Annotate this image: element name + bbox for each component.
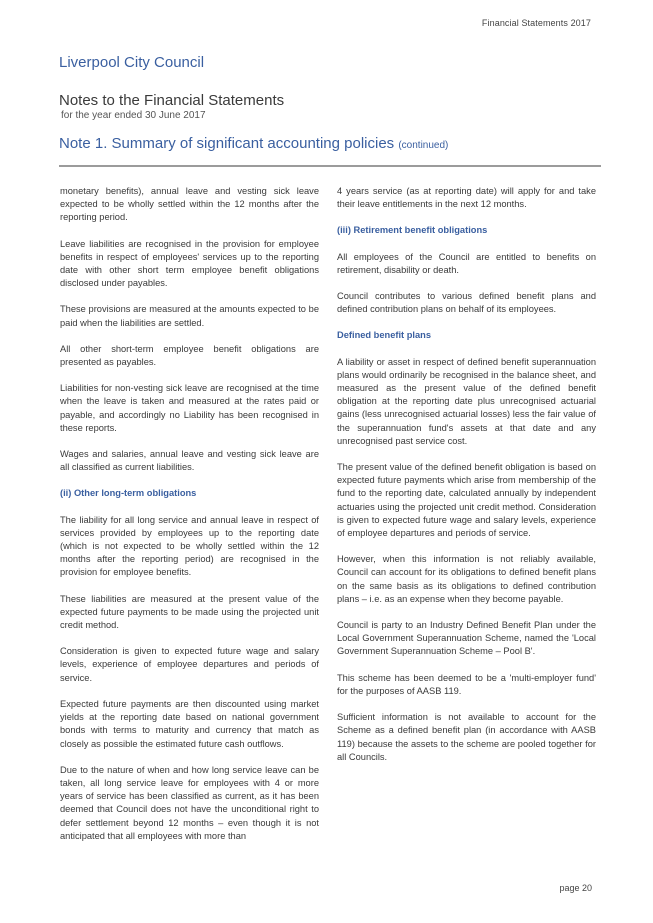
subheading-defined-benefit: Defined benefit plans bbox=[337, 330, 432, 341]
paragraph: The liability for all long service and annual leave in respect of services provided by employees up to the reporting date (which is not expected to be wholly settled within the 12 months after the reporting period) are recognised in the provision for employee benefits. bbox=[60, 514, 319, 578]
section-title: Notes to the Financial Statements bbox=[59, 92, 285, 109]
paragraph: Due to the nature of when and how long service leave can be taken, all long service leave for employees with 4 or more years of service has been classified as current, as it has been deemed that Council does not have the unconditional right to defer settlement beyond 12 months – even though it is not anticipated that all employees with more than bbox=[60, 764, 319, 841]
paragraph: All other short-term employee benefit obligations are presented as payables. bbox=[60, 343, 319, 368]
paragraph: All employees of the Council are entitled to benefits on retirement, disability or death. bbox=[337, 251, 596, 275]
page-number: page 20 bbox=[559, 883, 592, 893]
paragraph: Liabilities for non-vesting sick leave are recognised at the time when the leave is taken and measured at the rates paid or payable, and accordingly no Liability has been recognised in these reports. bbox=[60, 383, 319, 433]
subheading-retirement-benefit: (iii) Retirement benefit obligations bbox=[337, 225, 488, 236]
paragraph: These provisions are measured at the amounts expected to be paid when the liabilities are settled. bbox=[60, 304, 319, 328]
note-continued: (continued) bbox=[398, 140, 449, 151]
paragraph: Wages and salaries, annual leave and vesting sick leave are all classified as current liabilities. bbox=[60, 449, 319, 473]
note-title: Note 1. Summary of significant accounting policies bbox=[59, 135, 395, 152]
paragraph: Expected future payments are then discounted using market yields at the reporting date based on national government bonds with terms to maturity and currency that match as closely as possible the estimated future cash outflows. bbox=[60, 698, 319, 749]
paragraph: These liabilities are measured at the present value of the expected future payments to be made using the projected unit credit method. bbox=[60, 593, 319, 631]
paragraph: Leave liabilities are recognised in the provision for employee benefits in respect of employees' services up to the reporting date with other short term employee benefit obligations disclosed under payables. bbox=[60, 238, 319, 289]
right-column bbox=[337, 185, 596, 777]
section-subtitle: for the year ended 30 June 2017 bbox=[61, 110, 206, 121]
left-column bbox=[60, 185, 319, 856]
subheading-other-long-term: (ii) Other long-term obligations bbox=[60, 488, 197, 499]
paragraph: monetary benefits), annual leave and vesting sick leave expected to be wholly settled within the 12 months after the reporting period. bbox=[60, 186, 319, 223]
paragraph: This scheme has been deemed to be a 'multi-employer fund' for the purposes of AASB 119. bbox=[337, 672, 596, 696]
document-label: Financial Statements 2017 bbox=[481, 18, 591, 28]
header-divider bbox=[59, 165, 601, 167]
paragraph: A liability or asset in respect of defined benefit superannuation plans would ordinarily be recognised in the balance sheet, and measured as the present value of the defined benefit obligation at the reporting date plus unrecognised actuarial gains (less unrecognised actuarial losses) less the fair value of the superannuation fund's assets at that date and any unrecognised past service cost. bbox=[337, 356, 596, 446]
paragraph: However, when this information is not reliably available, Council can account for its obligations to defined benefit plans on the same basis as its obligations to defined contribution plans – i.e. as an expense when they become payable. bbox=[337, 554, 596, 604]
paragraph: 4 years service (as at reporting date) will apply for and take their leave entitlements in the next 12 months. bbox=[337, 186, 596, 210]
paragraph: Council contributes to various defined benefit plans and defined contribution plans on behalf of its employees. bbox=[337, 291, 596, 315]
organisation-title: Liverpool City Council bbox=[59, 54, 205, 71]
note-heading bbox=[59, 135, 448, 152]
paragraph: Sufficient information is not available to account for the Scheme as a defined benefit plan (in accordance with AASB 119) because the assets to the scheme are pooled together for all Councils. bbox=[337, 712, 596, 762]
paragraph: The present value of the defined benefit obligation is based on expected future payments which arise from membership of the fund to the reporting date, calculated annually by independent actuaries using the projected unit credit method. Consideration is given to expected future wage and salary levels, experience of employee departures and periods of service. bbox=[337, 462, 596, 539]
paragraph: Council is party to an Industry Defined Benefit Plan under the Local Government Superannuation Scheme, named the 'Local Government Superannuation Scheme – Pool B'. bbox=[337, 620, 596, 657]
paragraph: Consideration is given to expected future wage and salary levels, experience of employee departures and periods of service. bbox=[60, 646, 319, 683]
